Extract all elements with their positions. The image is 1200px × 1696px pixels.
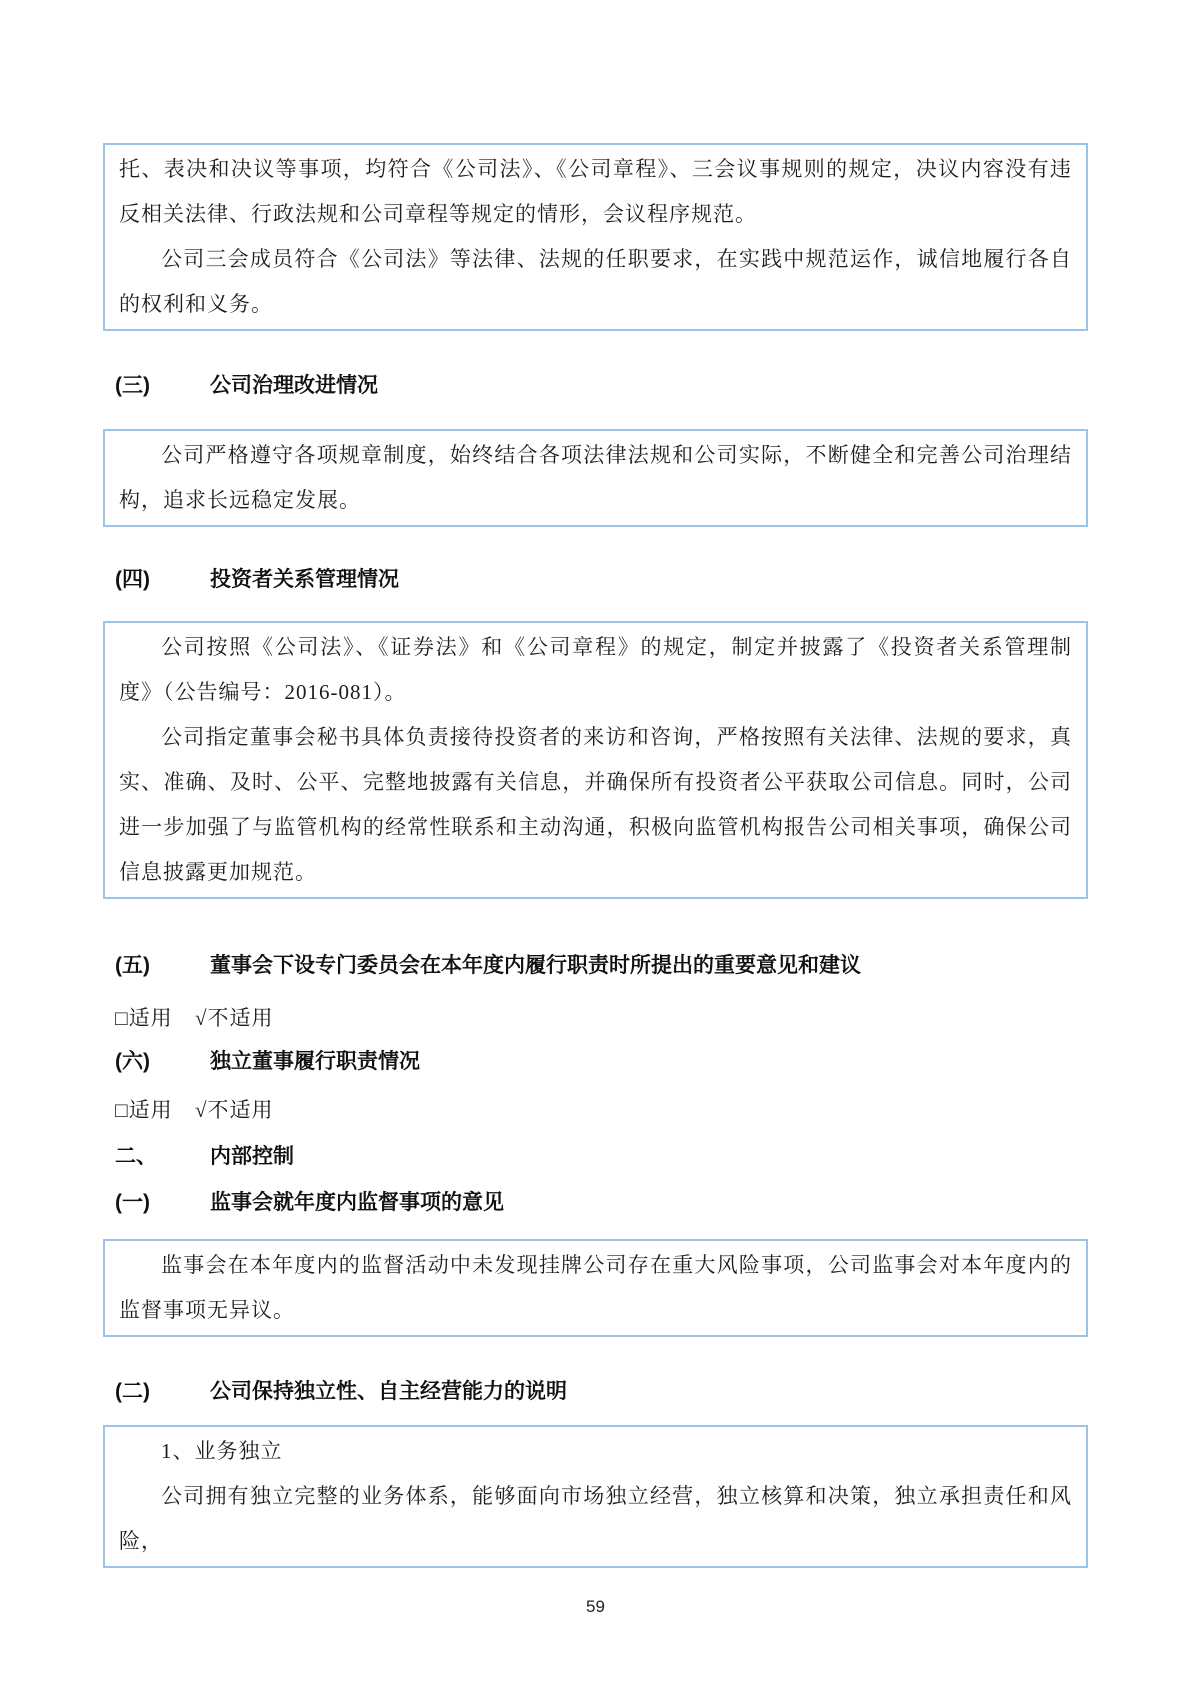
governance-improvement-box bbox=[103, 429, 1088, 527]
heading-title: 监事会就年度内监督事项的意见 bbox=[210, 1191, 504, 1214]
heading-title: 投资者关系管理情况 bbox=[210, 568, 399, 591]
paragraph: 托、表决和决议等事项，均符合《公司法》、《公司章程》、三会议事规则的规定，决议内容没有违反相关法律、行政法规和公司章程等规定的情形，会议程序规范。 bbox=[119, 157, 1072, 226]
section-heading-6 bbox=[103, 1047, 1088, 1077]
investor-relations-box bbox=[103, 621, 1088, 899]
checkbox-checked-not-applicable: √不适用 bbox=[194, 1098, 274, 1122]
independence-box bbox=[103, 1425, 1088, 1568]
heading-number: (五) bbox=[115, 954, 150, 977]
section-heading-5 bbox=[103, 951, 1088, 981]
heading-title: 公司保持独立性、自主经营能力的说明 bbox=[210, 1380, 567, 1403]
heading-number: (六) bbox=[115, 1050, 150, 1073]
paragraph: 公司指定董事会秘书具体负责接待投资者的来访和咨询，严格按照有关法律、法规的要求，真实、准确、及时、公平、完整地披露有关信息，并确保所有投资者公平获取公司信息。同时，公司进一步加强了与监管机构的经常性联系和主动沟通，积极向监管机构报告公司相关事项，确保公司信息披露更加规范。 bbox=[119, 725, 1072, 884]
applicability-row-5 bbox=[103, 1003, 1088, 1033]
heading-number: (二) bbox=[115, 1380, 150, 1403]
heading-title: 董事会下设专门委员会在本年度内履行职责时所提出的重要意见和建议 bbox=[210, 954, 861, 977]
checkbox-unchecked-applicable: □适用 bbox=[115, 1006, 173, 1030]
paragraph: 公司拥有独立完整的业务体系，能够面向市场独立经营，独立核算和决策，独立承担责任和风险， bbox=[119, 1484, 1072, 1553]
checkbox-checked-not-applicable: √不适用 bbox=[194, 1006, 274, 1030]
heading-number: (四) bbox=[115, 568, 150, 591]
heading-number: (一) bbox=[115, 1191, 150, 1214]
paragraph: 公司按照《公司法》、《证券法》和《公司章程》的规定，制定并披露了《投资者关系管理制度》（公告编号：2016-081）。 bbox=[119, 635, 1072, 704]
checkbox-unchecked-applicable: □适用 bbox=[115, 1098, 173, 1122]
paragraph: 公司三会成员符合《公司法》等法律、法规的任职要求，在实践中规范运作，诚信地履行各自的权利和义务。 bbox=[119, 247, 1072, 316]
section-heading-2-1 bbox=[103, 1188, 1088, 1218]
heading-title: 独立董事履行职责情况 bbox=[210, 1050, 420, 1073]
section-heading-3 bbox=[103, 371, 1088, 401]
heading-title: 公司治理改进情况 bbox=[210, 374, 378, 397]
document-page bbox=[103, 0, 1088, 1618]
page-number: 59 bbox=[586, 1597, 605, 1616]
heading-number: (三) bbox=[115, 374, 150, 397]
paragraph: 监事会在本年度内的监督活动中未发现挂牌公司存在重大风险事项，公司监事会对本年度内的监督事项无异议。 bbox=[119, 1253, 1072, 1322]
section-heading-4 bbox=[103, 565, 1088, 595]
governance-carryover-box bbox=[103, 143, 1088, 331]
part-heading-2 bbox=[103, 1142, 1088, 1172]
section-heading-2-2 bbox=[103, 1377, 1088, 1407]
heading-title: 内部控制 bbox=[210, 1145, 294, 1168]
paragraph: 公司严格遵守各项规章制度，始终结合各项法律法规和公司实际，不断健全和完善公司治理结构，追求长远稳定发展。 bbox=[119, 443, 1072, 512]
applicability-row-6 bbox=[103, 1095, 1088, 1125]
paragraph: 1、业务独立 bbox=[161, 1439, 283, 1463]
heading-number: 二、 bbox=[115, 1145, 157, 1168]
supervisory-opinion-box bbox=[103, 1239, 1088, 1337]
